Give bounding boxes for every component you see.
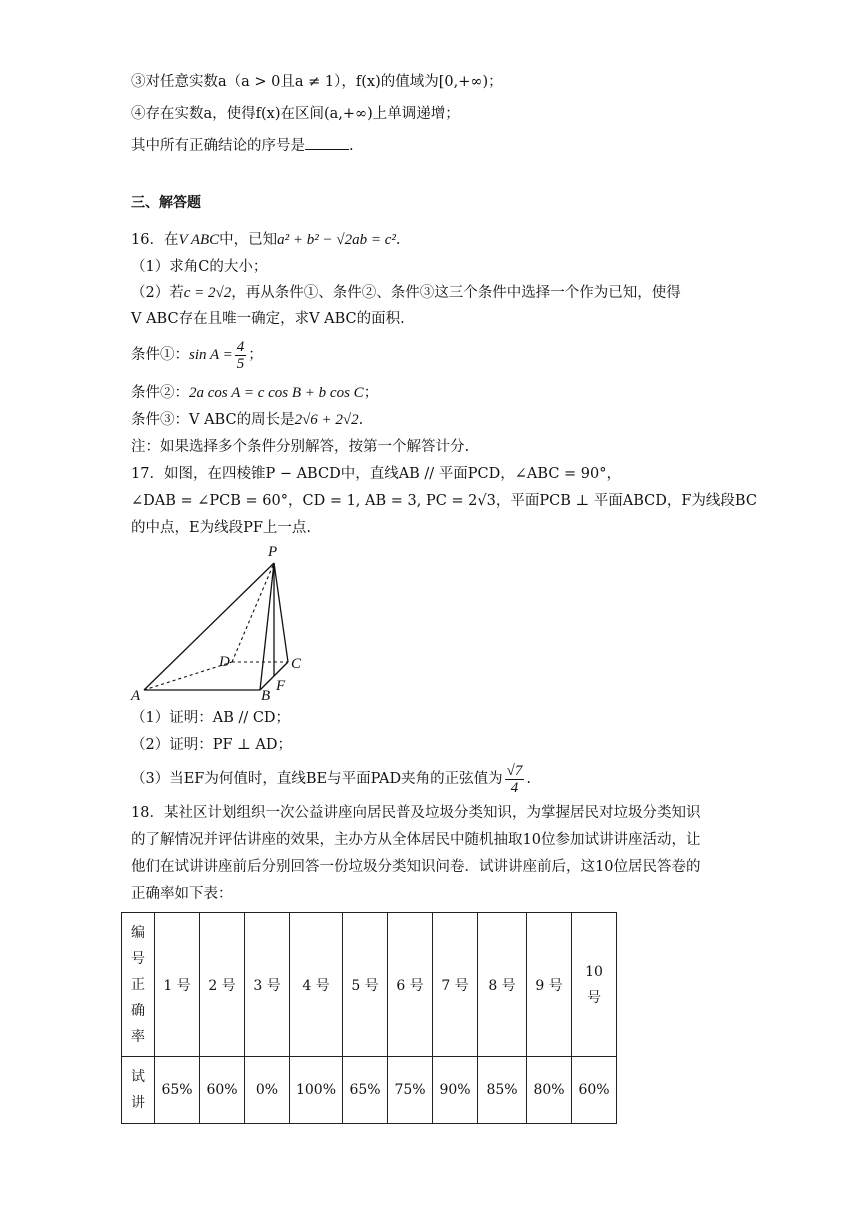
row-label xyxy=(122,1064,154,1116)
condition-3-label: 条件③： xyxy=(131,412,189,428)
condition-3: 条件③：V ABC的周长是2√6 + 2√2. xyxy=(131,412,364,428)
table-cell: 80% xyxy=(527,1057,572,1124)
accuracy-table xyxy=(121,912,617,1124)
label-B: B xyxy=(261,688,271,702)
q17-part3: （3）当EF为何值时，直线BE与平面PAD夹角的正弦值为 $\frac{√7}{4}$ . xyxy=(131,762,531,796)
edge-PD xyxy=(232,563,274,662)
table-header-row xyxy=(122,913,617,1057)
note: 注：如果选择多个条件分别解答，按第一个解答计分. xyxy=(131,439,470,455)
table-cell: 65% xyxy=(343,1057,388,1124)
header-char: 确 xyxy=(131,1002,145,1019)
q16-part2-prefix: （2）若 xyxy=(131,285,184,301)
row-label-cell xyxy=(122,1057,155,1124)
q16-triangle: V ABC xyxy=(178,232,220,248)
table-cell: 100% xyxy=(290,1057,343,1124)
label-F: F xyxy=(276,678,286,694)
answer-prompt-text: 其中所有正确结论的序号是 xyxy=(131,138,305,154)
condition-1-label: 条件①： xyxy=(131,347,189,363)
row-label-char: 讲 xyxy=(131,1095,145,1111)
column-header: 4 号 xyxy=(290,913,343,1057)
row-label-char: 试 xyxy=(131,1069,145,1085)
q18-line3: 他们在试讲讲座前后分别回答一份垃圾分类知识问卷．试讲讲座前后，这10位居民答卷的 xyxy=(131,859,701,875)
column-header: 9 号 xyxy=(527,913,572,1057)
header-char: 率 xyxy=(131,1028,145,1045)
condition-3-expr: 2√6 + 2√2 xyxy=(294,412,359,428)
q17-part1: （1）证明：AB // CD； xyxy=(131,710,291,726)
q16-c-value: c = 2√2 xyxy=(183,285,232,301)
edge-PB xyxy=(260,563,274,690)
fraction-denominator: 5 xyxy=(236,355,245,372)
column-header: 3 号 xyxy=(245,913,290,1057)
column-header: 5 号 xyxy=(343,913,388,1057)
table-cell: 90% xyxy=(433,1057,478,1124)
header-char: 编 xyxy=(131,924,145,941)
section-heading: 三、解答题 xyxy=(131,195,201,211)
condition-3-text: V ABC的周长是 xyxy=(189,412,295,428)
answer-blank xyxy=(305,135,349,150)
table-row xyxy=(122,1057,617,1124)
fraction-numerator: 4 xyxy=(236,338,245,355)
q16-intro: 16．在V ABC中，已知a² + b² − √2ab = c². xyxy=(131,232,401,248)
answer-prompt: 其中所有正确结论的序号是 . xyxy=(131,135,354,156)
header-char: 号 xyxy=(131,950,145,967)
statement-4: ④存在实数a，使得f(x)在区间(a,+∞)上单调递增； xyxy=(131,106,460,122)
label-A: A xyxy=(131,688,141,702)
label-P: P xyxy=(268,544,278,560)
condition-1: 条件①：sin A = $\frac{4}{5}$ ； xyxy=(131,338,263,372)
q17-part2: （2）证明：PF ⊥ AD； xyxy=(131,737,292,753)
q17-part3-text: （3）当EF为何值时，直线BE与平面PAD夹角的正弦值为 xyxy=(131,771,503,787)
fraction-denominator: 4 xyxy=(510,779,519,796)
q17-part3-fraction xyxy=(505,763,525,796)
q16-text: 中，已知 xyxy=(219,232,278,248)
q17-line2: ∠DAB = ∠PCB = 60°，CD = 1, AB = 3, PC = 2√3，平面PCB ⊥ 平面ABCD，F为线段BC xyxy=(131,493,757,509)
header-label-cell xyxy=(122,913,155,1057)
header-label xyxy=(122,920,154,1050)
q16-equation: a² + b² − √2ab = c² xyxy=(277,232,396,248)
q16-part1: （1）求角C的大小； xyxy=(131,259,268,275)
table-cell: 60% xyxy=(572,1057,617,1124)
table-cell: 85% xyxy=(478,1057,527,1124)
header-char: 正 xyxy=(131,976,145,993)
q16-part2-text: ，再从条件①、条件②、条件③这三个条件中选择一个作为已知，使得 xyxy=(231,285,681,301)
condition-2-label: 条件②： xyxy=(131,385,189,401)
q18-line2: 的了解情况并评估讲座的效果，主办方从全体居民中随机抽取10位参加试讲讲座活动，让 xyxy=(131,832,701,848)
q17-line1: 17．如图，在四棱锥P − ABCD中，直线AB // 平面PCD，∠ABC = 90°， xyxy=(131,466,621,482)
column-header: 2 号 xyxy=(200,913,245,1057)
table-cell: 60% xyxy=(200,1057,245,1124)
column-header: 7 号 xyxy=(433,913,478,1057)
q18-line1: 18．某社区计划组织一次公益讲座向居民普及垃圾分类知识，为掌握居民对垃圾分类知识 xyxy=(131,805,701,821)
label-C: C xyxy=(291,656,302,672)
table-cell: 75% xyxy=(388,1057,433,1124)
condition-1-fraction xyxy=(235,339,247,372)
edge-PC xyxy=(274,563,288,662)
q16-part2-cont: V ABC存在且唯一确定，求V ABC的面积. xyxy=(131,311,405,327)
column-header: 10 号 xyxy=(572,913,617,1057)
q16-part2 xyxy=(131,283,681,303)
q17-line3: 的中点，E为线段PF上一点. xyxy=(131,520,312,536)
label-D: D xyxy=(219,654,230,670)
table-cell: 65% xyxy=(155,1057,200,1124)
column-header: 6 号 xyxy=(388,913,433,1057)
statement-3: ③对任意实数a（a > 0且a ≠ 1），f(x)的值域为[0,+∞)； xyxy=(131,74,503,90)
q18-line4: 正确率如下表： xyxy=(131,886,233,902)
table-cell: 0% xyxy=(245,1057,290,1124)
fraction-numerator: √7 xyxy=(506,762,523,779)
column-header: 8 号 xyxy=(478,913,527,1057)
column-header: 1 号 xyxy=(155,913,200,1057)
edge-PA xyxy=(144,563,274,690)
condition-2: 条件②：2a cos A = c cos B + b cos C； xyxy=(131,385,379,401)
condition-2-expr: 2a cos A = c cos B + b cos C xyxy=(189,385,364,401)
q16-number: 16．在 xyxy=(131,232,179,248)
pyramid-figure xyxy=(128,540,318,702)
condition-1-lhs: sin A = xyxy=(189,347,233,363)
